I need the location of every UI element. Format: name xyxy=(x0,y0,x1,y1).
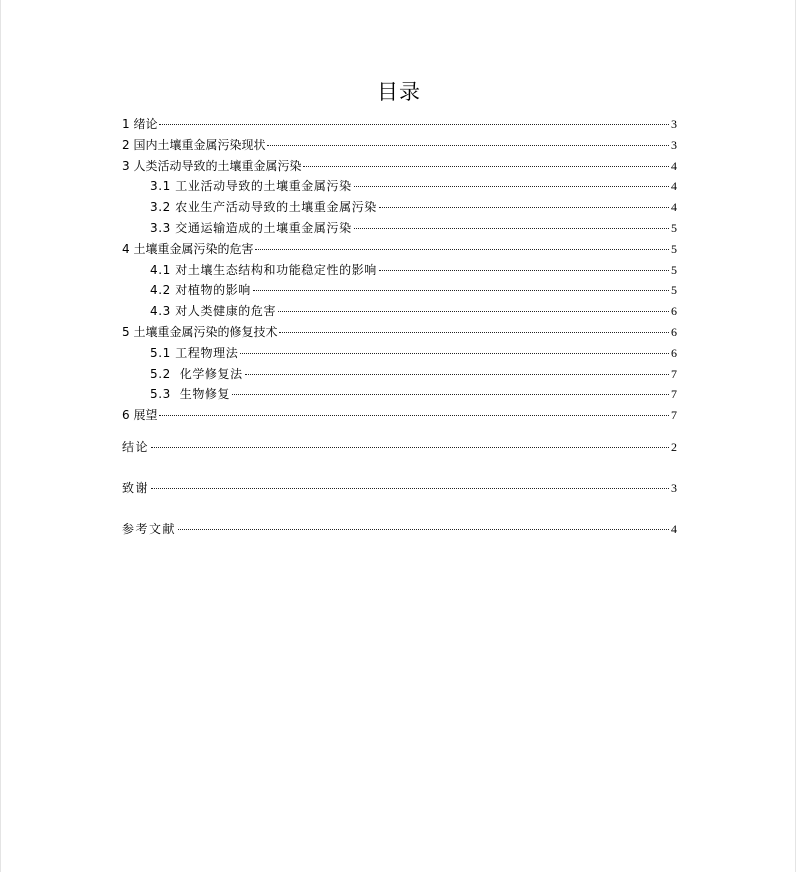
toc-entry-page: 7 xyxy=(671,408,677,423)
toc-leader-dots xyxy=(279,332,669,333)
toc-leader-dots xyxy=(379,207,669,208)
toc-subentry[interactable] xyxy=(122,218,677,239)
toc-entry-label: 结论 xyxy=(122,439,150,454)
toc-entry-label: 6 展望 xyxy=(122,408,158,423)
toc-subentry[interactable] xyxy=(122,364,677,385)
toc-entry-label: 3 人类活动导致的土壤重金属污染 xyxy=(122,158,302,173)
toc-subentry[interactable] xyxy=(122,176,677,197)
toc-entry-page: 6 xyxy=(671,345,677,360)
toc-entry-page: 5 xyxy=(671,241,677,256)
toc-title: 目录 xyxy=(377,80,421,104)
toc-entry-label: 5.1 工程物理法 xyxy=(150,345,239,360)
toc-entry-label: 4.1 对土壤生态结构和功能稳定性的影响 xyxy=(150,262,377,277)
toc-subentry[interactable] xyxy=(122,384,677,405)
toc-entry-page: 5 xyxy=(671,220,677,235)
toc-list xyxy=(122,114,677,539)
toc-entry-page: 5 xyxy=(671,262,677,277)
toc-leader-dots xyxy=(151,447,669,448)
toc-subentry[interactable] xyxy=(122,280,677,301)
toc-entry-page: 2 xyxy=(671,439,677,454)
toc-leader-dots xyxy=(278,311,669,312)
toc-entry-label: 3.1 工业活动导致的土壤重金属污染 xyxy=(150,179,352,194)
toc-leader-dots xyxy=(245,374,669,375)
toc-entry-label: 参考文献 xyxy=(122,521,177,536)
toc-entry-page: 4 xyxy=(671,200,677,215)
toc-entry-references[interactable] xyxy=(122,519,677,540)
toc-leader-dots xyxy=(255,249,669,250)
toc-leader-dots xyxy=(379,270,669,271)
toc-entry-page: 3 xyxy=(671,137,677,152)
toc-entry-conclusion[interactable] xyxy=(122,437,677,458)
toc-entry-label: 4.2 对植物的影响 xyxy=(150,283,251,298)
toc-entry-label: 致谢 xyxy=(122,480,150,495)
toc-entry-label: 3.3 交通运输造成的土壤重金属污染 xyxy=(150,220,352,235)
toc-leader-dots xyxy=(253,290,669,291)
toc-leader-dots xyxy=(159,415,669,416)
toc-leader-dots xyxy=(354,186,669,187)
toc-leader-dots xyxy=(240,353,669,354)
toc-entry[interactable] xyxy=(122,322,677,343)
toc-entry[interactable] xyxy=(122,239,677,260)
toc-leader-dots xyxy=(151,488,669,489)
toc-entry-label: 5 土壤重金属污染的修复技术 xyxy=(122,324,278,339)
toc-entry-label: 5.3 生物修复 xyxy=(150,387,231,402)
toc-leader-dots xyxy=(267,145,669,146)
toc-entry-page: 5 xyxy=(671,283,677,298)
toc-entry-page: 3 xyxy=(671,480,677,495)
toc-entry-page: 4 xyxy=(671,521,677,536)
toc-subentry[interactable] xyxy=(122,197,677,218)
toc-entry[interactable] xyxy=(122,156,677,177)
toc-subentry[interactable] xyxy=(122,301,677,322)
toc-leader-dots xyxy=(178,529,669,530)
toc-leader-dots xyxy=(303,166,669,167)
toc-leader-dots xyxy=(232,394,669,395)
toc-entry[interactable] xyxy=(122,114,677,135)
toc-entry-page: 3 xyxy=(671,117,677,131)
toc-entry[interactable] xyxy=(122,405,677,426)
toc-entry-page: 4 xyxy=(671,158,677,173)
toc-entry-acknowledgements[interactable] xyxy=(122,478,677,499)
toc-entry-label: 5.2 化学修复法 xyxy=(150,366,243,381)
toc-entry-label: 4.3 对人类健康的危害 xyxy=(150,304,277,319)
toc-entry-page: 7 xyxy=(671,366,677,381)
toc-entry-page: 4 xyxy=(671,179,677,194)
toc-entry-label: 3.2 农业生产活动导致的土壤重金属污染 xyxy=(150,200,377,215)
toc-entry-label: 2 国内土壤重金属污染现状 xyxy=(122,137,266,152)
toc-subentry[interactable] xyxy=(122,260,677,281)
toc-subentry[interactable] xyxy=(122,343,677,364)
toc-entry[interactable] xyxy=(122,135,677,156)
toc-leader-dots xyxy=(354,228,669,229)
toc-entry-page: 6 xyxy=(671,304,677,319)
toc-entry-page: 7 xyxy=(671,387,677,402)
toc-leader-dots xyxy=(159,124,669,125)
toc-entry-page: 6 xyxy=(671,324,677,339)
toc-entry-label: 4 土壤重金属污染的危害 xyxy=(122,241,254,256)
toc-entry-label: 1 绪论 xyxy=(122,117,158,131)
